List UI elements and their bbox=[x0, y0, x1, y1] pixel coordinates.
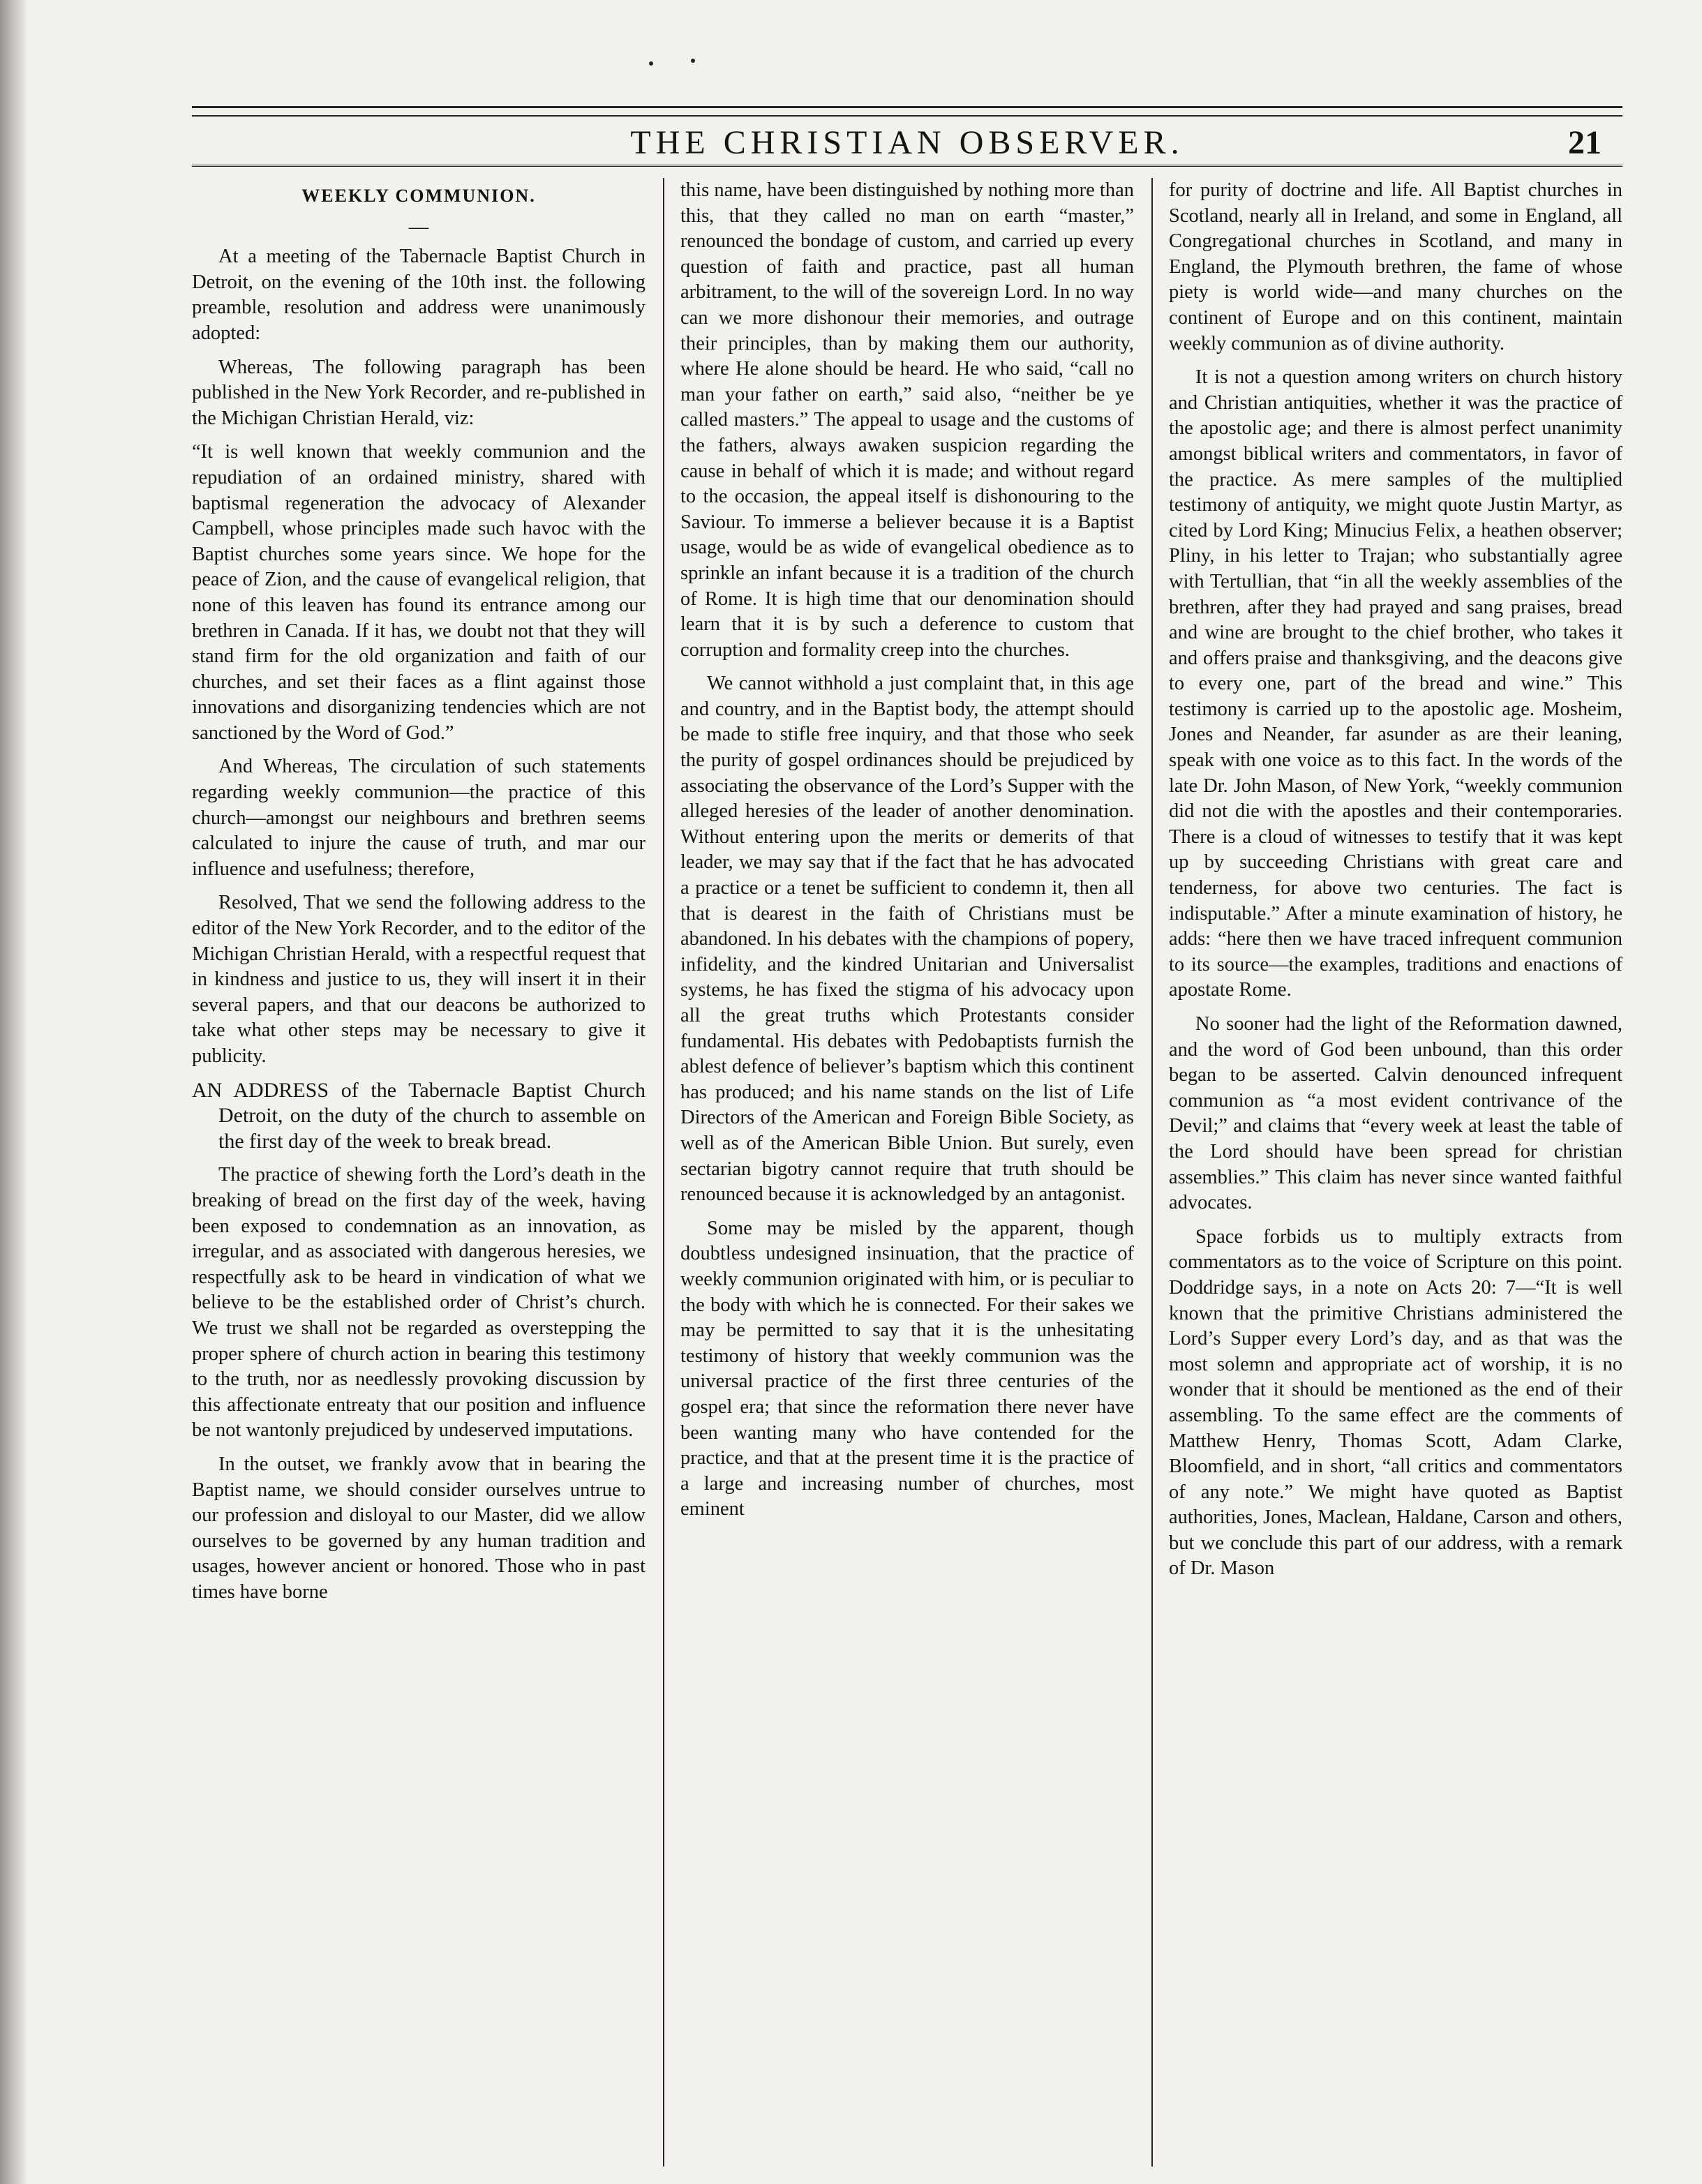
page-number: 21 bbox=[1568, 124, 1602, 161]
column-1 bbox=[192, 178, 645, 2167]
paragraph: It is not a question among writers on church history and Christian antiquities, whether it was the practice of the apostolic age; and there is almost perfect unanimity amongst biblical writers and commentators, in favor of the practice. As mere samples of the multiplied testimony of antiquity, we might quote Justin Martyr, as cited by Lord King; Minucius Felix, a heathen observer; Pliny, in his letter to Trajan; who substantially agree with Tertullian, that “in all the weekly assemblies of the brethren, after they had prayed and sang praises, bread and wine are brought to the chief brother, who takes it and offers praise and thanksgiving, and the deacons give to every one, part of the bread and wine.” This testimony is carried up to the apostolic age. Mosheim, Jones and Neander, far asunder as are their leaning, speak with one voice as to this fact. In the words of the late Dr. John Mason, of New York, “weekly communion did not die with the apostles and their contemporaries. There is a cloud of witnesses to testify that it was kept up by succeeding Christians with great care and tenderness, for above two centuries. The fact is indisputable.” After a minute examination of history, he adds: “here then we have traced infrequent communion to its source—the examples, traditions and enactions of apostate Rome. bbox=[1169, 366, 1622, 1001]
article-columns bbox=[192, 178, 1622, 2167]
article-heading: WEEKLY COMMUNION. bbox=[301, 186, 536, 206]
heading-dash: — bbox=[408, 216, 429, 238]
header-rule-bottom bbox=[192, 165, 1622, 171]
header-rule-top bbox=[192, 106, 1622, 117]
column-2 bbox=[680, 178, 1134, 2167]
paragraph: Some may be misled by the apparent, though doubtless undesigned insinuation, that the practice of weekly communion originated with him, or is peculiar to the body with which he is connected. For their sakes we may be permitted to say that it is the unhesitating testimony of history that weekly communion was the universal practice of the first three centuries of the gospel era; that since the reformation there never have been wanting many who have contended for the practice, and that at the present time it is the practice of a large and increasing number of churches, most eminent bbox=[680, 1217, 1134, 1520]
quoted-paragraph: “It is well known that weekly communion and the repudiation of an ordained ministry, shared with baptismal regeneration the advocacy of Alexander Campbell, whose principles made such havoc with the Baptist churches some years since. We hope for the peace of Zion, and the cause of evangelical religion, that none of this leaven has found its entrance among our brethren in Canada. If it has, we doubt not that they will stand firm for the old organization and faith of our churches, and set their faces as a flint against those innovations and disorganizing tendencies which are not sanctioned by the Word of God.” bbox=[192, 441, 645, 744]
ink-speck bbox=[649, 61, 653, 66]
paragraph: this name, have been distinguished by nothing more than this, that they called no man on earth “master,” renounced the bondage of custom, and carried up every question of faith and practice, past all human arbitrament, to the will of the sovereign Lord. In no way can we more dishonour their memories, and outrage their principles, than by making them our authority, where He alone should be heard. He who said, “call no man your father on earth,” said also, “neither be ye called masters.” The appeal to usage and the customs of the fathers, always awaken suspicion regarding the cause in behalf of which it is made; and without regard to the occasion, the appeal itself is dishonouring to the Saviour. To immerse a believer because it is a Baptist usage, would be as wide of evangelical obedience as to sprinkle an infant because it is a tradition of the church of Rome. It is high time that our denomination should learn that it is by such a deference to custom that corruption and formality creep into the churches. bbox=[680, 179, 1134, 661]
paragraph: No sooner had the light of the Reformation dawned, and the word of God been unbound, than this order began to be asserted. Calvin denounced infrequent communion as “a most evident contrivance of the Devil;” and claims that “every week at least the table of the Lord should have been spread for christian assemblies.” This claim has never since wanted faithful advocates. bbox=[1169, 1013, 1622, 1214]
column-divider bbox=[663, 178, 664, 2167]
column-3 bbox=[1169, 178, 1622, 2167]
page-header bbox=[192, 119, 1622, 167]
paragraph: And Whereas, The circulation of such statements regarding weekly communion—the practice of this church—amongst our neighbours and brethren seems calculated to injure the cause of truth, and mar our influence and usefulness; therefore, bbox=[192, 756, 645, 880]
paragraph: The practice of shewing forth the Lord’s death in the breaking of bread on the first day of the week, having been exposed to condemnation as an innovation, as irregular, and as associated with dangerous heresies, we respectfully ask to be heard in vindication of what we believe to be the established order of Christ’s church. We trust we shall not be regarded as overstepping the proper sphere of church action in bearing this testimony to the truth, nor as needlessly provoking discussion by this affectionate entreaty that our position and influence be not wantonly prejudiced by undeserved imputations. bbox=[192, 1164, 645, 1442]
paragraph: We cannot withhold a just complaint that, in this age and country, and in the Baptist body, the attempt should be made to stifle free inquiry, and that those who seek the purity of gospel ordinances should be prejudiced by associating the observance of the Lord’s Supper with the alleged heresies of the leader of another denomination. Without entering upon the merits or demerits of that leader, we may say that if the fact that he has advocated a practice or a tenet be sufficient to condemn it, then all that is dearest in the faith of Christians must be abandoned. In his debates with the champions of popery, infidelity, and the kindred Unitarian and Universalist systems, he has fixed the stigma of his advocacy upon all the great truths which Protestants consider fundamental. His debates with Pedobaptists furnish the ablest defence of believer’s baptism which this continent has produced; and his name stands on the list of Life Directors of the American and Foreign Bible Society, as well as of the American Bible Union. But surely, even sectarian bigotry cannot require that truth should be renounced because it is acknowledged by an antagonist. bbox=[680, 673, 1134, 1206]
masthead-title: THE CHRISTIAN OBSERVER. bbox=[630, 124, 1184, 161]
paragraph: In the outset, we frankly avow that in bearing the Baptist name, we should consider ourselves untrue to our profession and disloyal to our Master, did we allow ourselves to be governed by any human tradition and usages, however ancient or honored. Those who in past times have borne bbox=[192, 1453, 645, 1603]
address-title: AN ADDRESS of the Tabernacle Baptist Church Detroit, on the duty of the church to assemble on the first day of the week to break bread. bbox=[192, 1078, 645, 1153]
paragraph: Whereas, The following paragraph has been published in the New York Recorder, and re-published in the Michigan Christian Herald, viz: bbox=[192, 356, 645, 429]
ink-speck bbox=[691, 59, 695, 63]
paragraph: for purity of doctrine and life. All Baptist churches in Scotland, nearly all in Ireland, and some in England, all Congregational churches in Scotland, and many in England, the Plymouth brethren, the fame of whose piety is world wide—and many churches on the continent of Europe and on this continent, maintain weekly communion as of divine authority. bbox=[1169, 179, 1622, 354]
paragraph: At a meeting of the Tabernacle Baptist Church in Detroit, on the evening of the 10th inst. the following preamble, resolution and address were unanimously adopted: bbox=[192, 246, 645, 344]
paragraph: Resolved, That we send the following address to the editor of the New York Recorder, and to the editor of the Michigan Christian Herald, with a respectful request that in kindness and justice to us, they will insert it in their several papers, and that our deacons be authorized to take what other steps may be necessary to give it publicity. bbox=[192, 892, 645, 1067]
column-divider bbox=[1151, 178, 1153, 2167]
scan-edge-shadow bbox=[0, 0, 28, 2184]
paragraph: Space forbids us to multiply extracts from commentators as to the voice of Scripture on this point. Doddridge says, in a note on Acts 20: 7—“It is well known that the primitive Christians administered the Lord’s Supper every Lord’s day, and as that was the most solemn and appropriate act of worship, it is no wonder that it should be mentioned as the end of their assembling. To the same effect are the comments of Matthew Henry, Thomas Scott, Adam Clarke, Bloomfield, and in short, “all critics and commentators of any note.” We might have quoted as Baptist authorities, Jones, Maclean, Haldane, Carson and others, but we conclude this part of our address, with a remark of Dr. Mason bbox=[1169, 1225, 1622, 1580]
